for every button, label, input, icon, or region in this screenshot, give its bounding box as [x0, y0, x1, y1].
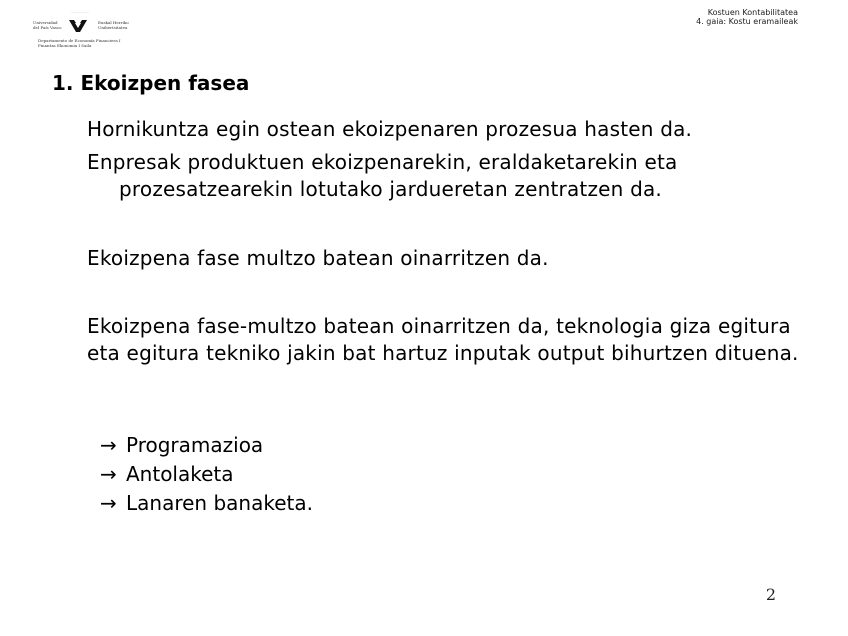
paragraph-phases: Ekoizpena fase multzo batean oinarritzen da. [87, 246, 549, 270]
logo-university-eu [98, 20, 129, 30]
logo-university-es-line: Universidad [33, 20, 58, 25]
logo-university-es [33, 20, 62, 30]
logo-university-eu-line: Unibertsitatea [98, 25, 128, 30]
chapter-title: 4. gaia: Kostu eramaileak [696, 17, 798, 26]
running-header [696, 8, 798, 26]
logo-crest-text: ··················· [70, 10, 90, 14]
logo-university-es-line: del País Vasco [33, 25, 62, 30]
arrow-right-icon: → [100, 462, 117, 486]
paragraph-definition: Ekoizpena fase-multzo batean oinarritzen da, teknologia giza egitura eta egitura tekniko jakin bat hartuz inputak output bihurtzen dituena. [87, 314, 799, 365]
paragraph-company-focus-line2: prozesatzearekin lotutako jardueretan zentratzen da. [119, 177, 662, 201]
list-item [100, 460, 313, 489]
logo-university-eu-line: Euskal Herriko [98, 20, 129, 25]
list-item-label: Lanaren banaketa. [126, 491, 313, 515]
list-item-label: Antolaketa [126, 462, 234, 486]
university-emblem-icon [68, 18, 88, 34]
paragraph-company-focus-line1: Enpresak produktuen ekoizpenarekin, eraldaketarekin eta [87, 150, 678, 174]
logo-department-line: Departamento de Economía Financiera I [38, 38, 121, 43]
university-logo [28, 10, 138, 52]
paragraph-supply: Hornikuntza egin ostean ekoizpenaren prozesua hasten da. [87, 117, 693, 141]
page-number: 2 [765, 585, 776, 604]
logo-department [38, 38, 121, 48]
list-item [100, 431, 313, 460]
paragraph-company-focus [87, 149, 807, 203]
slide-title: 1. Ekoizpen fasea [52, 71, 250, 95]
course-title: Kostuen Kontabilitatea [707, 8, 798, 17]
list-item-label: Programazioa [126, 433, 264, 457]
arrow-right-icon: → [100, 491, 117, 515]
list-item [100, 489, 313, 518]
arrow-right-icon: → [100, 433, 117, 457]
logo-department-line: Finantza Ekonomia I Saila [38, 43, 92, 48]
bullet-list [100, 431, 313, 518]
